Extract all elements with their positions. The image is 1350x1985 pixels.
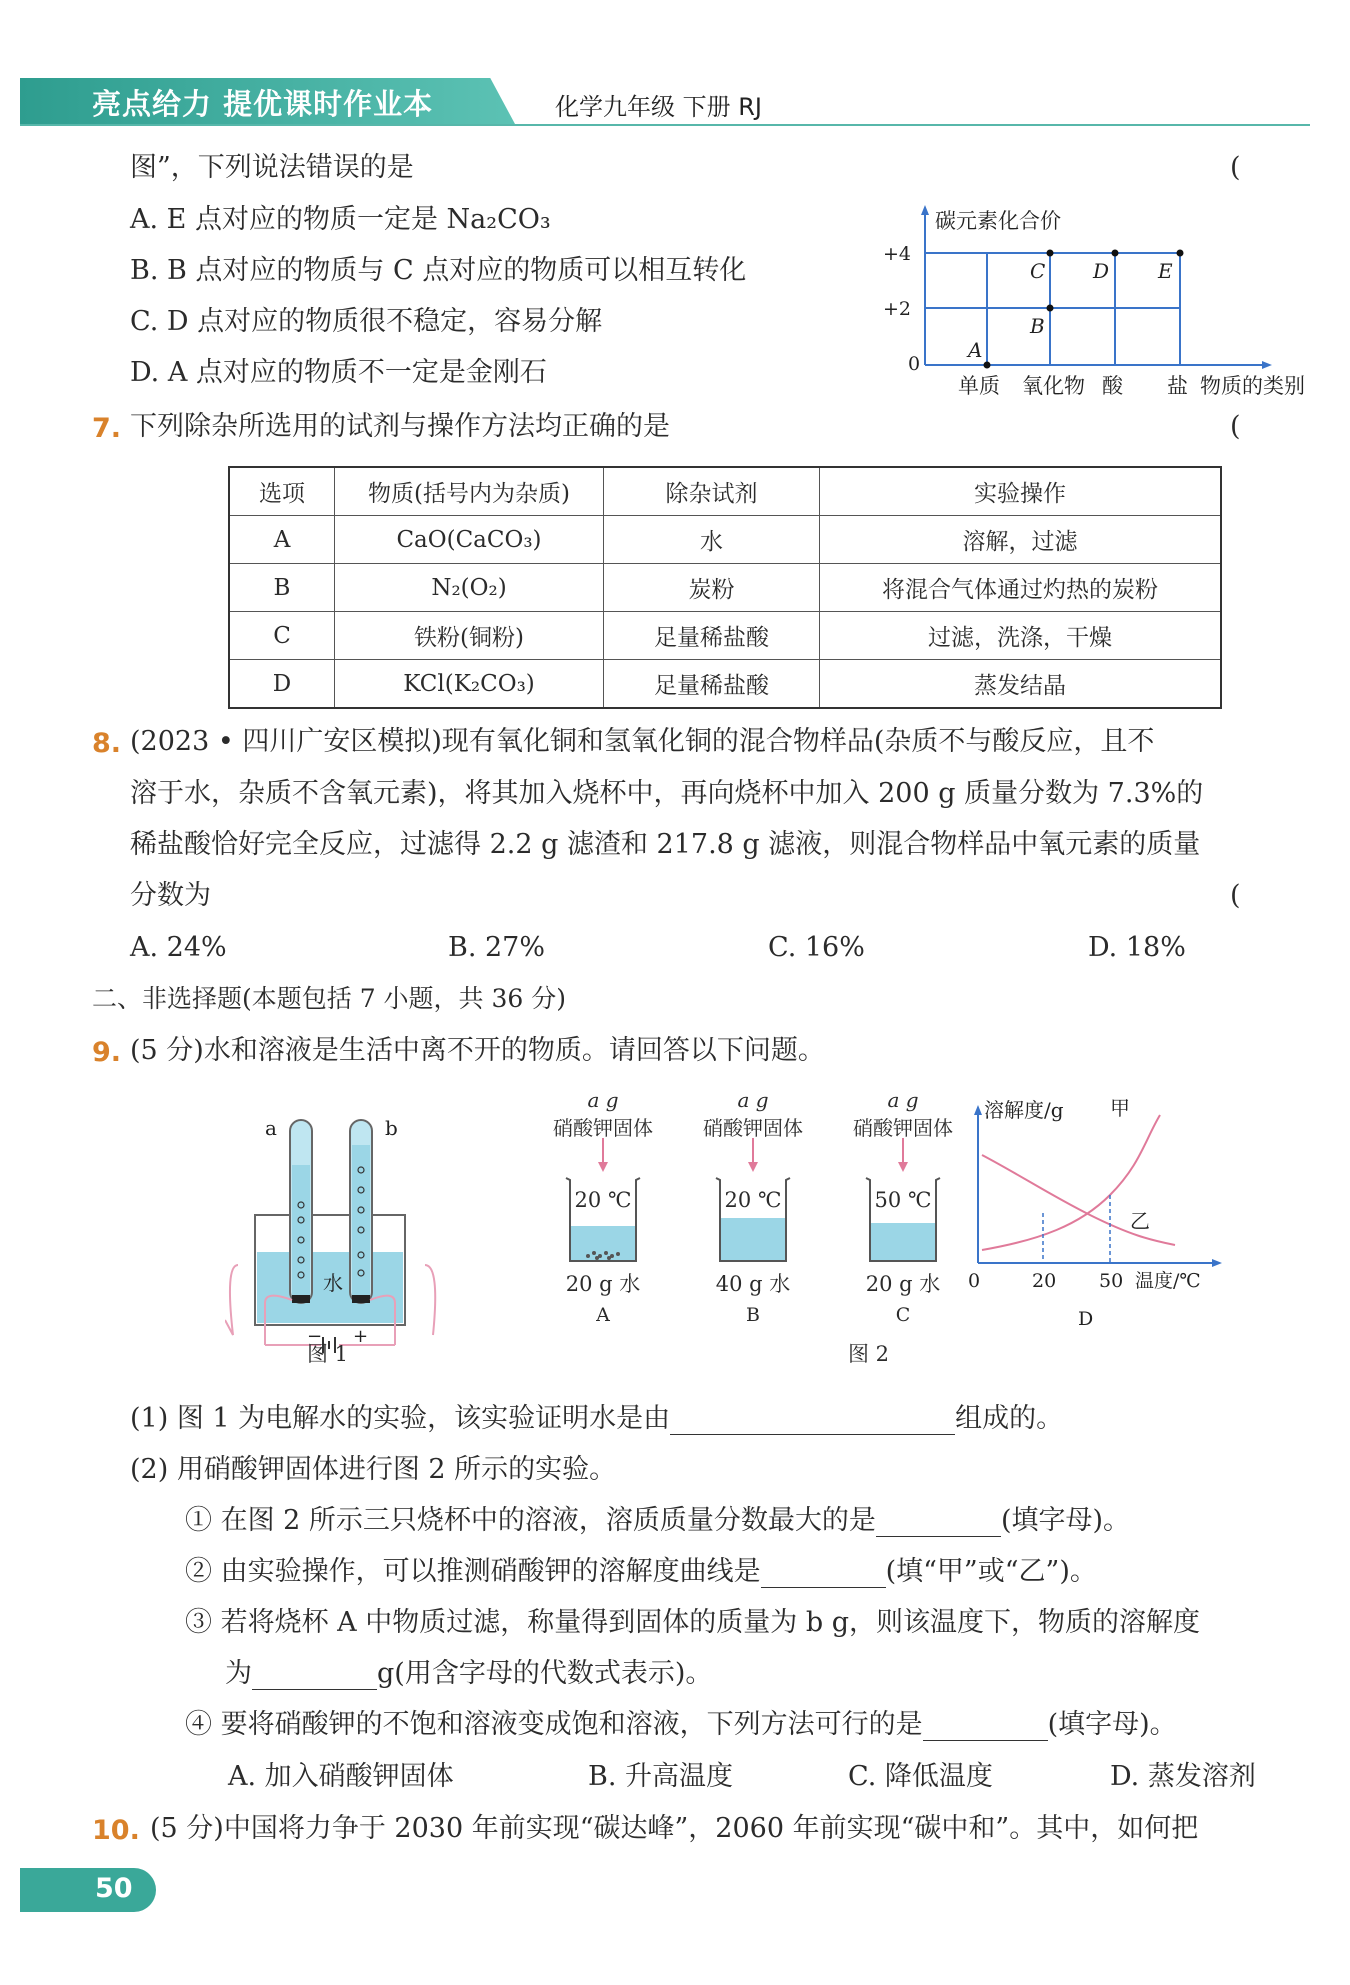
chart-ylabel: 溶解度/g [984, 1098, 1064, 1122]
table-row [229, 612, 1221, 660]
q9-sub1 [130, 1403, 1063, 1435]
table-cell: KCl(K₂CO₃) [335, 660, 604, 709]
beaker-c-mass: a g [887, 1088, 919, 1112]
q7-table [228, 466, 1222, 709]
q8-line-2: 溶于水，杂质不含氧元素)，将其加入烧杯中，再向烧杯中加入 200 g 质量分数为 7.3%的 [130, 778, 1204, 809]
beaker-a-label: A [596, 1304, 610, 1326]
label-b: B [1030, 314, 1045, 338]
xtick-50: 50 [1099, 1270, 1124, 1292]
point-a [984, 362, 991, 369]
q9-option-d: D. 蒸发溶剂 [1110, 1761, 1256, 1792]
table-cell: B [229, 564, 335, 612]
table-cell: 蒸发结晶 [820, 660, 1222, 709]
q9-option-a: A. 加入硝酸钾固体 [228, 1761, 454, 1792]
q9-sub2-2 [185, 1556, 1097, 1588]
q9-sub2-2-tail: (填“甲”或“乙”)。 [885, 1556, 1097, 1587]
q8-number: 8. [92, 728, 122, 759]
table-cell: N₂(O₂) [335, 564, 604, 612]
beaker-b-water: 40 g 水 [715, 1272, 791, 1296]
q9-option-b: B. 升高温度 [588, 1761, 734, 1792]
table-cell: A [229, 516, 335, 564]
q9-sub2-1-tail: (填字母)。 [1000, 1505, 1131, 1536]
q9-sub2-3-line2 [225, 1658, 712, 1690]
table-row [229, 516, 1221, 564]
q8-option-a: A. 24% [130, 932, 227, 963]
q9-sub1-text: (1) 图 1 为电解水的实验，该实验证明水是由 [130, 1403, 671, 1434]
figure-d-label: D [1078, 1308, 1094, 1330]
beaker-a-temp: 20 ℃ [574, 1188, 632, 1212]
q8-line-4: 分数为 [130, 880, 211, 911]
figure-1-caption: 图 1 [307, 1342, 349, 1366]
table-cell: 将混合气体通过灼热的炭粉 [820, 564, 1222, 612]
table-cell: 足量稀盐酸 [604, 612, 820, 660]
label-c: C [1030, 259, 1046, 283]
q8-option-c: C. 16% [768, 932, 865, 963]
table-row [229, 564, 1221, 612]
beaker-c-water: 20 g 水 [865, 1272, 941, 1296]
book-subtitle: 化学九年级 下册 RJ [555, 93, 763, 121]
q9-sub2-4-tail: (填字母)。 [1047, 1709, 1177, 1740]
q9-number: 9. [92, 1037, 122, 1068]
chart-xlabel: 物质的类别 [1200, 374, 1305, 398]
chart-ylabel: 碳元素化合价 [935, 209, 1061, 233]
plus-label: + [353, 1326, 369, 1347]
solubility-curve-chart [960, 1095, 1235, 1340]
table-cell: 足量稀盐酸 [604, 660, 820, 709]
q9-sub2-2-text: ② 由实验操作，可以推测硝酸钾的溶解度曲线是 [185, 1556, 761, 1587]
beaker-c-temp: 50 ℃ [874, 1188, 932, 1212]
ytick-plus2: +2 [883, 298, 912, 320]
beaker-a-water: 20 g 水 [565, 1272, 641, 1296]
q9-sub2-3-line1: ③ 若将烧杯 A 中物质过滤，称量得到固体的质量为 b g，则该温度下，物质的溶解度 [185, 1607, 1200, 1638]
curve-yi-label: 乙 [1130, 1209, 1150, 1233]
q6-answer-paren: ( [1230, 152, 1241, 183]
point-c [1047, 250, 1054, 257]
q8-answer-paren: ( [1230, 880, 1241, 911]
q8-option-d: D. 18% [1088, 932, 1186, 963]
header-rule [20, 124, 1310, 126]
beaker-b-label: B [746, 1304, 760, 1326]
table-cell: C [229, 612, 335, 660]
tube-b-label: b [385, 1116, 398, 1140]
label-a: A [968, 338, 983, 362]
section-heading: 二、非选择题(本题包括 7 小题，共 36 分) [92, 984, 567, 1013]
q9-sub2-4-text: ④ 要将硝酸钾的不饱和溶液变成饱和溶液，下列方法可行的是 [185, 1709, 923, 1740]
table-header-row [229, 467, 1221, 516]
ytick-plus4: +4 [883, 243, 912, 265]
table-cell: CaO(CaCO₃) [335, 516, 604, 564]
beaker-b-temp: 20 ℃ [724, 1188, 782, 1212]
tube-a-label: a [265, 1116, 277, 1140]
q7-answer-paren: ( [1230, 411, 1241, 442]
xtick-acid: 酸 [1102, 374, 1123, 398]
table-cell: D [229, 660, 335, 709]
q9-option-c: C. 降低温度 [848, 1761, 993, 1792]
beaker-c-solid: 硝酸钾固体 [853, 1116, 953, 1140]
electrode-left [292, 1295, 310, 1303]
chart-xlabel: 温度/℃ [1135, 1270, 1201, 1292]
table-cell: 炭粉 [604, 564, 820, 612]
beaker-a-solid: 硝酸钾固体 [553, 1116, 653, 1140]
book-title: 亮点给力 提优课时作业本 [92, 87, 434, 121]
q9-sub1-tail: 组成的。 [955, 1403, 1064, 1434]
minus-label: − [307, 1326, 323, 1347]
answer-blank-2[interactable] [876, 1510, 1001, 1537]
q9-sub2-4 [185, 1709, 1177, 1741]
beaker-b-solid: 硝酸钾固体 [703, 1116, 803, 1140]
page-number: 50 [95, 1873, 133, 1904]
q9-sub2-3-lead: 为 [225, 1658, 252, 1689]
beaker-c-label: C [895, 1304, 911, 1326]
beaker-b-mass: a g [737, 1088, 769, 1112]
q7-stem: 下列除杂所选用的试剂与操作方法均正确的是 [130, 411, 670, 442]
col-header: 物质(括号内为杂质) [335, 467, 604, 516]
page-number-tab [20, 1868, 156, 1912]
answer-blank-3[interactable] [761, 1561, 886, 1588]
q9-sub2-3-tail: g(用含字母的代数式表示)。 [377, 1658, 713, 1689]
answer-blank-4[interactable] [252, 1663, 377, 1690]
q8-line-1: (2023 • 四川广安区模拟)现有氧化铜和氢氧化铜的混合物样品(杂质不与酸反应，且不 [130, 726, 1155, 757]
label-d: D [1093, 259, 1110, 283]
table-cell: 溶解，过滤 [820, 516, 1222, 564]
answer-blank-1[interactable] [670, 1408, 955, 1435]
q8-line-3: 稀盐酸恰好完全反应，过滤得 2.2 g 滤渣和 217.8 g 滤液，则混合物样品中氧元素的质量 [130, 829, 1201, 860]
point-e [1177, 250, 1184, 257]
point-b [1047, 305, 1054, 312]
xtick-20: 20 [1032, 1270, 1057, 1292]
q7-number: 7. [92, 413, 122, 444]
q6-option-c: C. D 点对应的物质很不稳定，容易分解 [130, 306, 603, 337]
q9-sub2-1-text: ① 在图 2 所示三只烧杯中的溶液，溶质质量分数最大的是 [185, 1505, 876, 1536]
q10-stem: (5 分)中国将力争于 2030 年前实现“碳达峰”，2060 年前实现“碳中和”。其中，如何把 [150, 1813, 1199, 1844]
table-cell: 铁粉(铜粉) [335, 612, 604, 660]
q6-stem: 图”，下列说法错误的是 [130, 152, 414, 183]
q10-number: 10. [92, 1815, 140, 1846]
col-header: 除杂试剂 [604, 467, 820, 516]
figure-1-electrolysis [225, 1105, 440, 1370]
q9-sub2: (2) 用硝酸钾固体进行图 2 所示的实验。 [130, 1454, 617, 1485]
xtick-element: 单质 [958, 374, 1000, 398]
valence-class-chart [880, 200, 1320, 405]
q9-stem: (5 分)水和溶液是生活中离不开的物质。请回答以下问题。 [130, 1035, 825, 1066]
water-label: 水 [323, 1271, 343, 1295]
table-row [229, 660, 1221, 709]
q6-option-a: A. E 点对应的物质一定是 Na₂CO₃ [130, 204, 551, 235]
xtick-salt: 盐 [1167, 374, 1188, 398]
col-header: 实验操作 [820, 467, 1222, 516]
beaker-a-mass: a g [587, 1088, 619, 1112]
q6-option-b: B. B 点对应的物质与 C 点对应的物质可以相互转化 [130, 255, 747, 286]
curve-jia-label: 甲 [1110, 1096, 1130, 1120]
label-e: E [1158, 259, 1173, 283]
answer-blank-5[interactable] [923, 1714, 1048, 1741]
col-header: 选项 [229, 467, 335, 516]
figure-2-beakers [528, 1088, 988, 1343]
figure-2-caption: 图 2 [848, 1342, 890, 1366]
table-cell: 过滤，洗涤，干燥 [820, 612, 1222, 660]
point-d [1112, 250, 1119, 257]
xtick-oxide: 氧化物 [1022, 374, 1085, 398]
q9-sub2-1 [185, 1505, 1130, 1537]
electrode-right [352, 1295, 370, 1303]
table-cell: 水 [604, 516, 820, 564]
q6-option-d: D. A 点对应的物质不一定是金刚石 [130, 357, 547, 388]
xtick-0: 0 [968, 1270, 981, 1292]
ytick-0: 0 [908, 353, 921, 375]
q8-option-b: B. 27% [448, 932, 546, 963]
